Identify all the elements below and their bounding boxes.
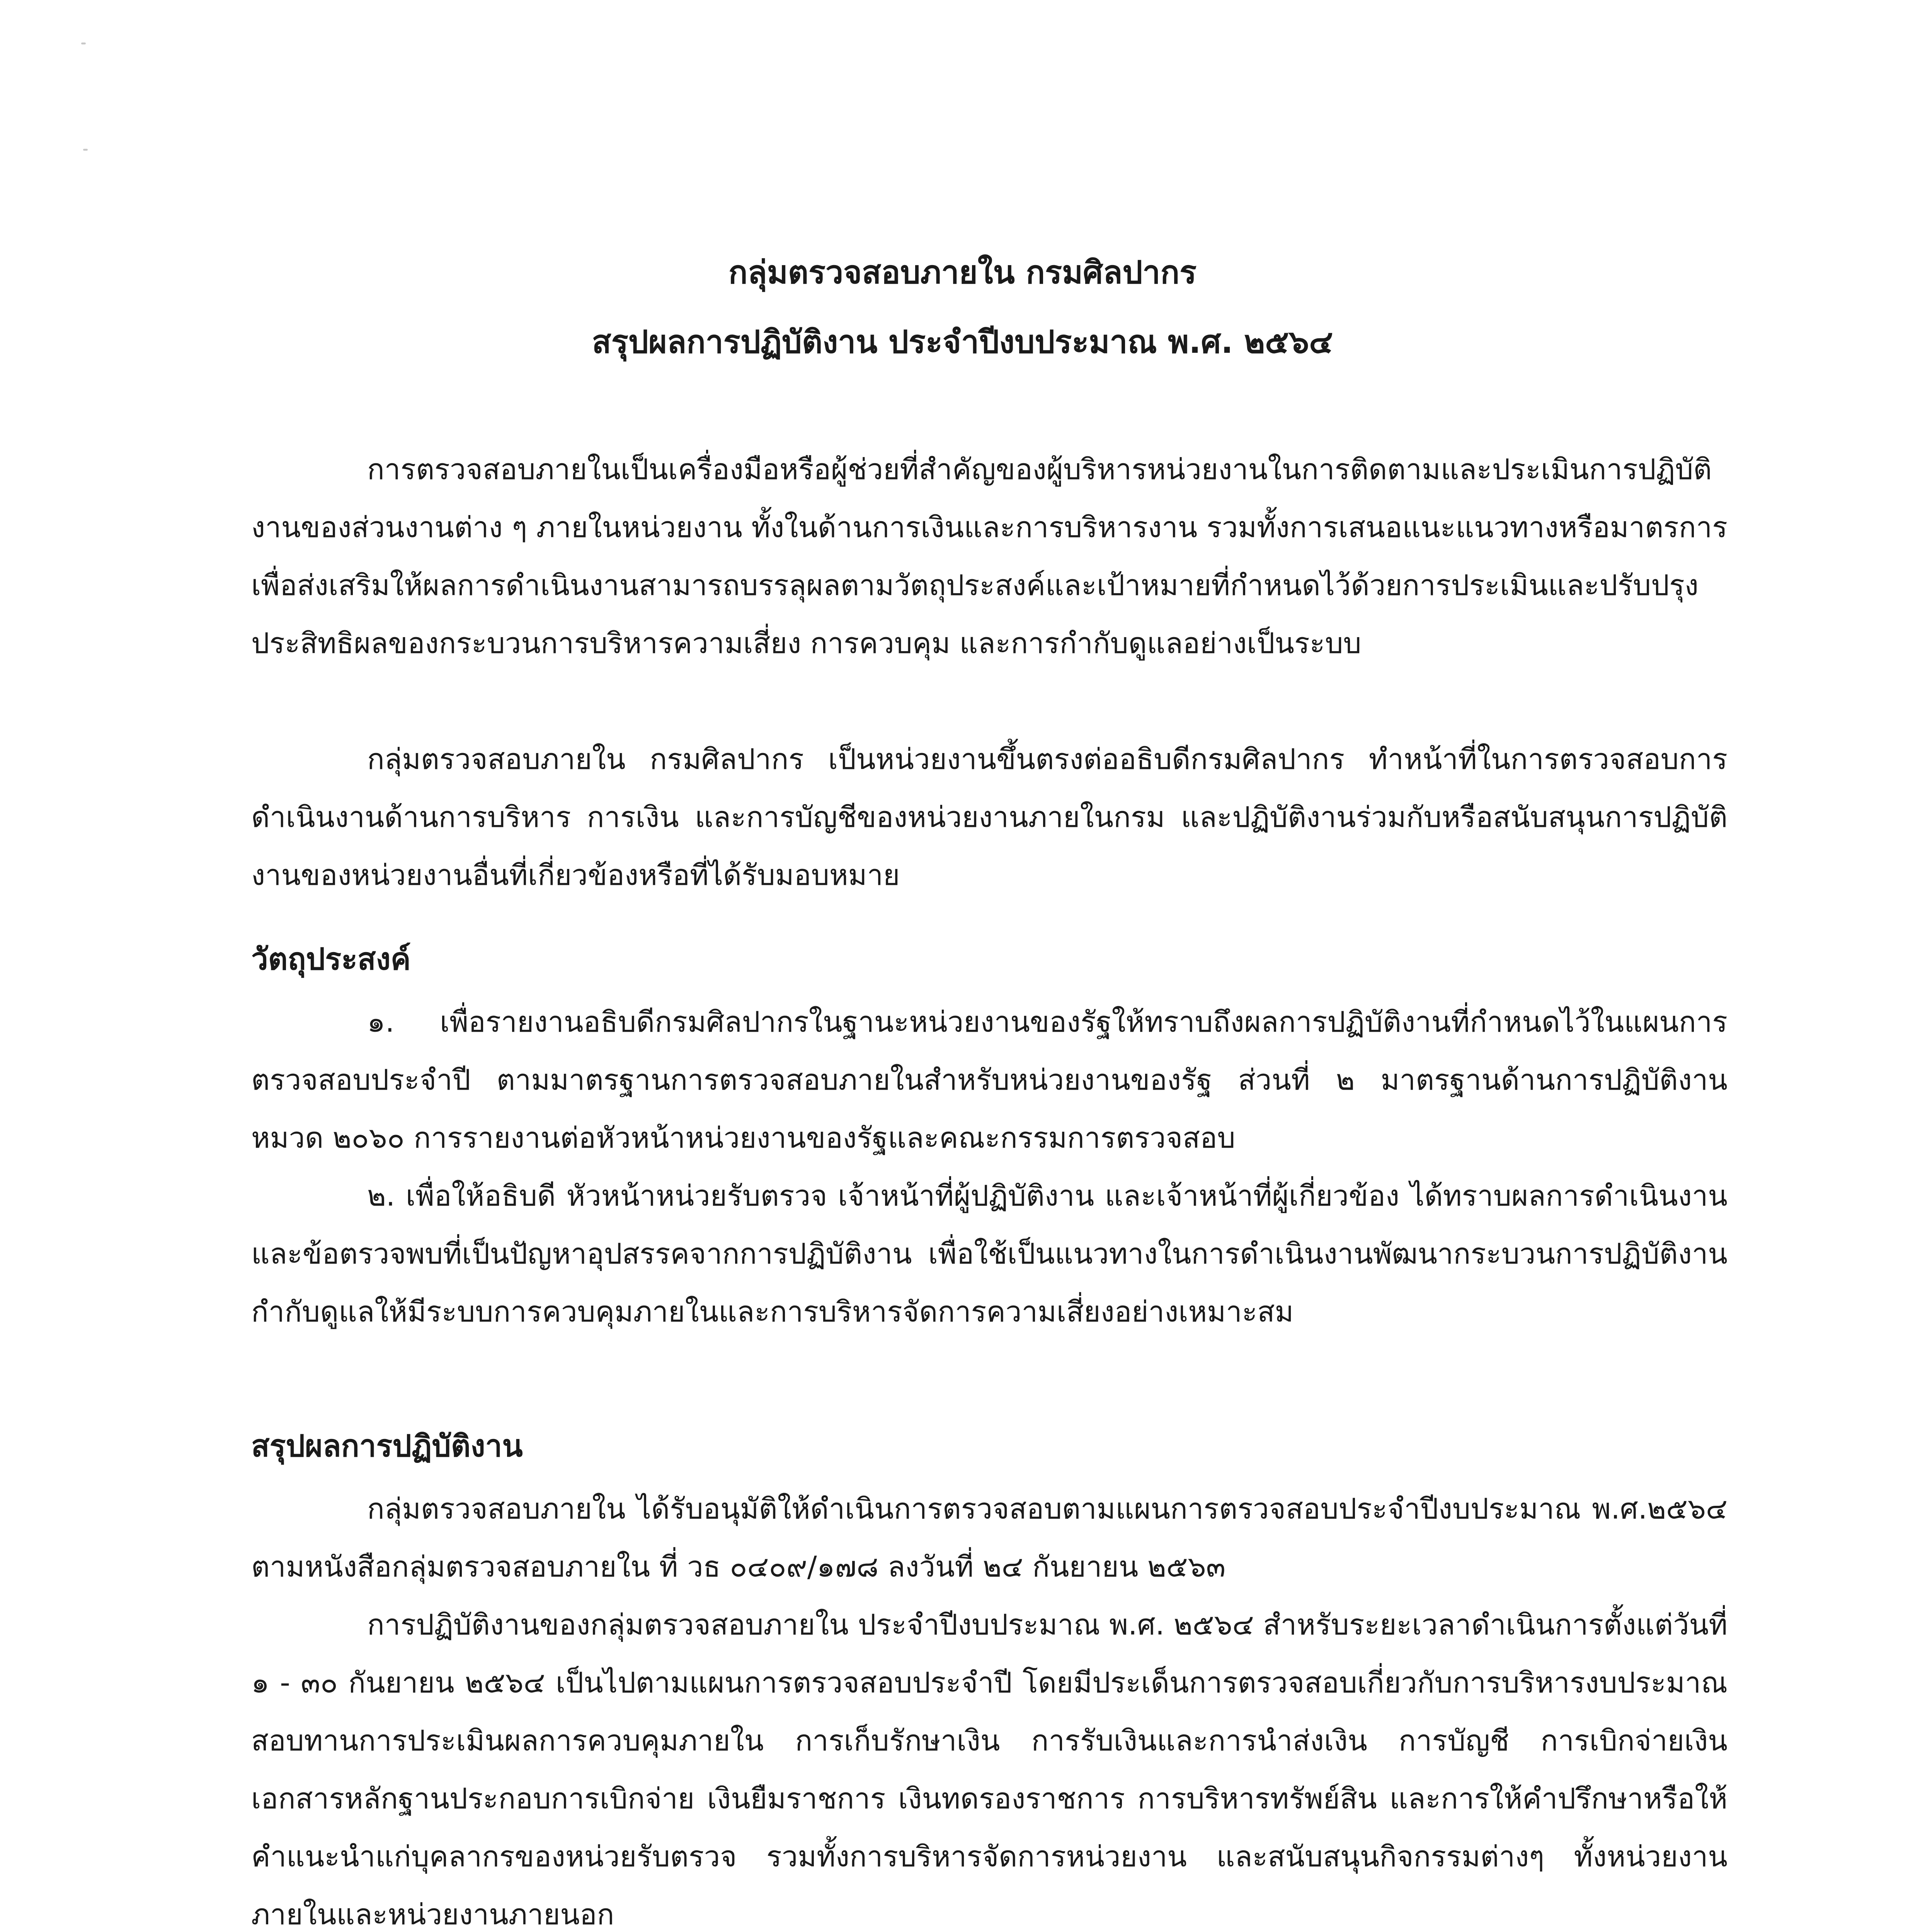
objective-item-1-text: ๑. เพื่อรายงานอธิบดีกรมศิลปากรในฐานะหน่วยงานของรัฐให้ทราบถึงผลการปฏิบัติงานที่กำหนดไว้ในแผนการตรวจสอบประจำปี ตามมาตรฐานการตรวจสอบภายในสำหรับหน่วยงานของรัฐ ส่วนที่ ๒ มาตรฐานด้านการปฏิบัติงาน หมวด ๒๐๖๐ การรายงานต่อหัวหน้าหน่วยงานของรัฐและคณะกรรมการตรวจสอบ xyxy=(251,1005,1728,1155)
objective-item-2 xyxy=(251,1167,1728,1341)
summary-paragraph-2-text: การปฏิบัติงานของกลุ่มตรวจสอบภายใน ประจำปีงบประมาณ พ.ศ. ๒๕๖๔ สำหรับระยะเวลาดำเนินการตั้งแต่วันที่ ๑ - ๓๐ กันยายน ๒๕๖๔ เป็นไปตามแผนการตรวจสอบประจำปี โดยมีประเด็นการตรวจสอบเกี่ยวกับการบริหารงบประมาณ สอบทานการประเมินผลการควบคุมภายใน การเก็บรักษาเงิน การรับเงินและการนำส่งเงิน การบัญชี การเบิกจ่ายเงิน เอกสารหลักฐานประกอบการเบิกจ่าย เงินยืมราชการ เงินทดรองราชการ การบริหารทรัพย์สิน และการให้คำปรึกษาหรือให้คำแนะนำแก่บุคลากรของหน่วยรับตรวจ รวมทั้งการบริหารจัดการหน่วยงาน และสนับสนุนกิจกรรมต่างๆ ทั้งหน่วยงานภายในและหน่วยงานภายนอก xyxy=(251,1608,1728,1931)
intro-paragraph-2-text: กลุ่มตรวจสอบภายใน กรมศิลปากร เป็นหน่วยงานขึ้นตรงต่ออธิบดีกรมศิลปากร ทำหน้าที่ในการตรวจสอบการดำเนินงานด้านการบริหาร การเงิน และการบัญชีของหน่วยงานภายในกรม และปฏิบัติงานร่วมกับหรือสนับสนุนการปฏิบัติงานของหน่วยงานอื่นที่เกี่ยวข้องหรือที่ได้รับมอบหมาย xyxy=(251,743,1728,892)
summary-paragraph-1-text: กลุ่มตรวจสอบภายใน ได้รับอนุมัติให้ดำเนินการตรวจสอบตามแผนการตรวจสอบประจำปีงบประมาณ พ.ศ.๒๕๖๔ ตามหนังสือกลุ่มตรวจสอบภายใน ที่ วธ ๐๔๐๙/๑๗๘ ลงวันที่ ๒๔ กันยายน ๒๕๖๓ xyxy=(251,1492,1728,1583)
scan-speck xyxy=(81,43,86,44)
objective-item-1 xyxy=(251,993,1728,1167)
document-subtitle: สรุปผลการปฏิบัติงาน ประจำปีงบประมาณ พ.ศ. ๒๕๖๔ xyxy=(592,324,1333,361)
document-title: กลุ่มตรวจสอบภายใน กรมศิลปากร xyxy=(728,254,1197,291)
objectives-heading: วัตถุประสงค์ xyxy=(251,942,411,977)
summary-paragraph-1 xyxy=(251,1480,1728,1596)
summary-paragraph-2 xyxy=(251,1596,1728,1932)
summary-heading: สรุปผลการปฏิบัติงาน xyxy=(251,1429,523,1464)
scan-speck xyxy=(83,149,88,151)
intro-paragraph-2 xyxy=(251,730,1728,904)
intro-paragraph-1 xyxy=(251,440,1728,672)
objective-item-2-text: ๒. เพื่อให้อธิบดี หัวหน้าหน่วยรับตรวจ เจ้าหน้าที่ผู้ปฏิบัติงาน และเจ้าหน้าที่ผู้เกี่ยวข้อง ได้ทราบผลการดำเนินงาน และข้อตรวจพบที่เป็นปัญหาอุปสรรคจากการปฏิบัติงาน เพื่อใช้เป็นแนวทางในการดำเนินงานพัฒนากระบวนการปฏิบัติงาน กำกับดูแลให้มีระบบการควบคุมภายในและการบริหารจัดการความเสี่ยงอย่างเหมาะสม xyxy=(251,1179,1728,1328)
intro-paragraph-1-text: การตรวจสอบภายในเป็นเครื่องมือหรือผู้ช่วยที่สำคัญของผู้บริหารหน่วยงานในการติดตามและประเมินการปฏิบัติงานของส่วนงานต่าง ๆ ภายในหน่วยงาน ทั้งในด้านการเงินและการบริหารงาน รวมทั้งการเสนอแนะแนวทางหรือมาตรการเพื่อส่งเสริมให้ผลการดำเนินงานสามารถบรรลุผลตามวัตถุประสงค์และเป้าหมายที่กำหนดไว้ด้วยการประเมินและปรับปรุงประสิทธิผลของกระบวนการบริหารความเสี่ยง การควบคุม และการกำกับดูแลอย่างเป็นระบบ xyxy=(251,453,1728,660)
